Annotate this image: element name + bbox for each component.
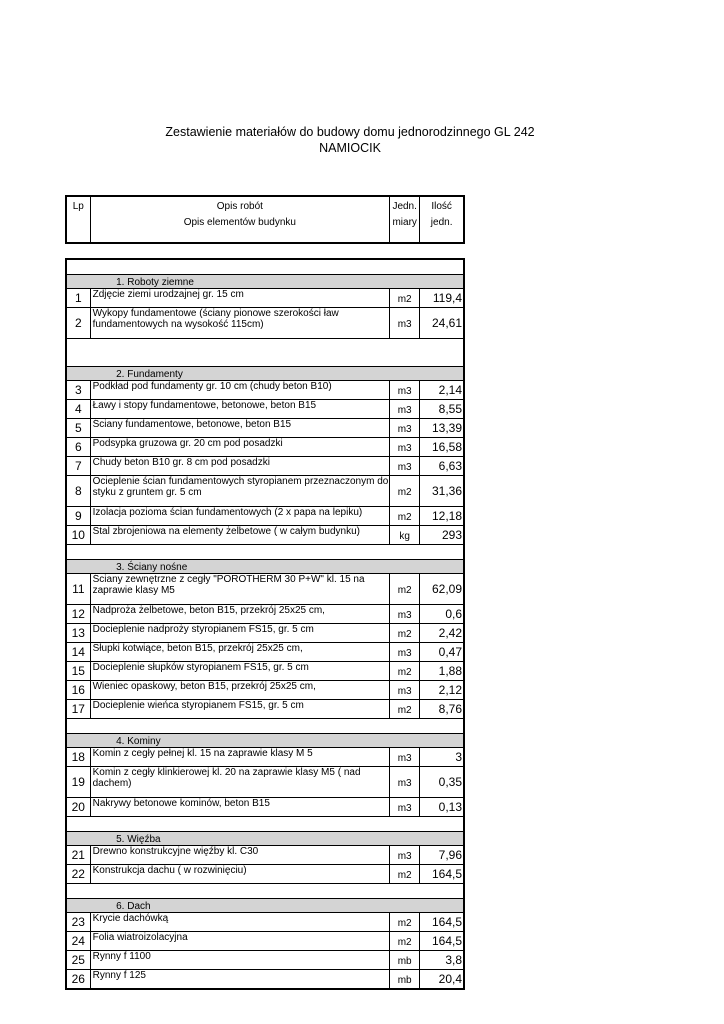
table-row [66,574,464,605]
header-opis-robot: Opis robót [90,196,390,217]
table-row [66,507,464,526]
table-row [66,913,464,932]
table-row [66,419,464,438]
spacer-row [66,259,464,275]
spacer-cell [90,545,464,560]
section-title: 5. Więźba [90,832,464,846]
table-row [66,951,464,970]
row-description: Drewno konstrukcyjne więźby kl. C30 [90,846,389,865]
row-description: Wieniec opaskowy, beton B15, przekrój 25x25 cm, [90,681,389,700]
row-description: Stal zbrojeniowa na elementy żelbetowe ( w całym budynku) [90,526,389,545]
row-unit: m3 [390,681,420,700]
header-jedn: Jedn. [390,196,420,217]
row-description: Podsypka gruzowa gr. 20 cm pod posadzki [90,438,389,457]
row-number: 16 [66,681,90,700]
row-quantity: 164,5 [420,932,464,951]
row-quantity: 6,63 [420,457,464,476]
row-number: 18 [66,748,90,767]
row-description: Folia wiatroizolacyjna [90,932,389,951]
table-row [66,865,464,884]
row-quantity: 164,5 [420,865,464,884]
row-number: 19 [66,767,90,798]
table-row [66,308,464,339]
row-unit: kg [390,526,420,545]
row-unit: m3 [390,748,420,767]
row-number: 20 [66,798,90,817]
row-description: Docieplenie wieńca styropianem FS15, gr. 5 cm [90,700,389,719]
row-description: Docieplenie słupków styropianem FS15, gr. 5 cm [90,662,389,681]
row-unit: m2 [390,476,420,507]
header-miary: miary [390,217,420,243]
row-description: Komin z cegły klinkierowej kl. 20 na zaprawie klasy M5 ( nad dachem) [90,767,389,798]
row-unit: m2 [390,913,420,932]
row-number: 10 [66,526,90,545]
spacer-cell [66,884,90,899]
row-number: 17 [66,700,90,719]
spacer-cell [90,817,464,832]
row-description: Podkład pod fundamenty gr. 10 cm (chudy beton B10) [90,381,389,400]
row-description: Nadproża żelbetowe, beton B15, przekrój 25x25 cm, [90,605,389,624]
row-unit: m3 [390,457,420,476]
table-row [66,846,464,865]
table-row [66,457,464,476]
header-jedn-2: jedn. [430,217,453,228]
row-number: 14 [66,643,90,662]
row-number: 11 [66,574,90,605]
row-number: 8 [66,476,90,507]
row-unit: mb [390,951,420,970]
row-quantity: 0,13 [420,798,464,817]
row-number: 2 [66,308,90,339]
row-number: 21 [66,846,90,865]
row-quantity: 13,39 [420,419,464,438]
spacer-row [66,339,464,367]
row-quantity: 7,96 [420,846,464,865]
row-description: Nakrywy betonowe kominów, beton B15 [90,798,389,817]
row-number: 23 [66,913,90,932]
row-number: 12 [66,605,90,624]
row-unit: m2 [390,865,420,884]
row-unit: m2 [390,700,420,719]
title-line-1: Zestawienie materiałów do budowy domu jednorodzinnego GL 242 [165,125,535,139]
section-title: 3. Ściany nośne [90,560,464,574]
section-header-row [66,367,464,381]
table-row [66,605,464,624]
spacer-cell [90,884,464,899]
row-quantity: 3 [420,748,464,767]
row-quantity: 0,6 [420,605,464,624]
section-header-row [66,734,464,748]
table-row [66,476,464,507]
spacer-cell [66,817,90,832]
spacer-cell [90,339,464,367]
row-unit: m3 [390,308,420,339]
spacer-row [66,884,464,899]
row-number: 25 [66,951,90,970]
row-unit: m2 [390,507,420,526]
row-unit: m3 [390,400,420,419]
row-unit: m2 [390,289,420,308]
row-description: Ściany zewnętrzne z cegły "POROTHERM 30 P+W" kl. 15 na zaprawie klasy M5 [90,574,389,605]
spacer-cell [90,719,464,734]
row-unit: m3 [390,381,420,400]
section-title: 1. Roboty ziemne [90,275,464,289]
row-quantity: 12,18 [420,507,464,526]
table-row [66,932,464,951]
row-quantity: 31,36 [420,476,464,507]
table-row [66,767,464,798]
table-row [66,970,464,990]
table-row [66,438,464,457]
row-description: Słupki kotwiące, beton B15, przekrój 25x25 cm, [90,643,389,662]
row-quantity: 8,55 [420,400,464,419]
row-quantity: 2,12 [420,681,464,700]
row-number: 22 [66,865,90,884]
spacer-row [66,719,464,734]
table-row [66,662,464,681]
row-quantity: 164,5 [420,913,464,932]
table-row [66,624,464,643]
row-quantity: 20,4 [420,970,464,990]
table-row [66,681,464,700]
row-description: Chudy beton B10 gr. 8 cm pod posadzki [90,457,389,476]
spacer-cell [66,545,90,560]
row-number: 4 [66,400,90,419]
row-description: Ściany fundamentowe, betonowe, beton B15 [90,419,389,438]
section-header-row [66,832,464,846]
row-number: 13 [66,624,90,643]
spacer-row [66,545,464,560]
spacer-cell [66,339,90,367]
row-unit: m2 [390,574,420,605]
section-lp-cell [66,275,90,289]
row-quantity: 2,42 [420,624,464,643]
header-ilosc: Ilość [431,201,452,212]
section-title: 6. Dach [90,899,464,913]
section-lp-cell [66,899,90,913]
row-unit: mb [390,970,420,990]
section-lp-cell [66,560,90,574]
section-lp-cell [66,367,90,381]
spacer-row [66,817,464,832]
row-quantity: 0,47 [420,643,464,662]
row-quantity: 293 [420,526,464,545]
table-row [66,748,464,767]
row-unit: m2 [390,662,420,681]
row-unit: m2 [390,932,420,951]
row-quantity: 16,58 [420,438,464,457]
spacer-cell [90,259,464,275]
row-description: Konstrukcja dachu ( w rozwinięciu) [90,865,389,884]
row-number: 3 [66,381,90,400]
section-title: 2. Fundamenty [90,367,464,381]
row-number: 6 [66,438,90,457]
section-header-row [66,275,464,289]
table-row [66,643,464,662]
spacer-cell [66,259,90,275]
row-unit: m3 [390,846,420,865]
table-row [66,400,464,419]
row-unit: m3 [390,798,420,817]
table-row [66,526,464,545]
row-quantity: 1,88 [420,662,464,681]
row-description: Wykopy fundamentowe (ściany pionowe szerokości ław fundamentowych na wysokość 115cm) [90,308,389,339]
row-unit: m2 [390,624,420,643]
row-number: 7 [66,457,90,476]
section-header-row [66,560,464,574]
row-description: Krycie dachówką [90,913,389,932]
title-line-2: NAMIOCIK [319,141,381,155]
row-quantity: 24,61 [420,308,464,339]
row-quantity: 2,14 [420,381,464,400]
section-header-row [66,899,464,913]
row-description: Rynny f 1100 [90,951,389,970]
row-quantity: 62,09 [420,574,464,605]
row-quantity: 8,76 [420,700,464,719]
row-description: Komin z cegły pełnej kl. 15 na zaprawie klasy M 5 [90,748,389,767]
spacer-cell [66,719,90,734]
row-unit: m3 [390,767,420,798]
row-number: 1 [66,289,90,308]
materials-table [65,258,465,990]
row-quantity: 0,35 [420,767,464,798]
row-number: 24 [66,932,90,951]
section-title: 4. Kominy [90,734,464,748]
row-description: Ławy i stopy fundamentowe, betonowe, beton B15 [90,400,389,419]
table-row [66,289,464,308]
header-opis-elementow: Opis elementów budynku [90,217,390,243]
table-row [66,700,464,719]
section-lp-cell [66,734,90,748]
row-unit: m3 [390,419,420,438]
row-description: Izolacja pozioma ścian fundamentowych (2 x papa na lepiku) [90,507,389,526]
table-row [66,798,464,817]
section-lp-cell [66,832,90,846]
header-lp: Lp [66,196,90,243]
header-table [65,195,465,244]
row-quantity: 3,8 [420,951,464,970]
document-title [60,124,640,156]
row-description: Zdjęcie ziemi urodzajnej gr. 15 cm [90,289,389,308]
table-row [66,381,464,400]
row-unit: m3 [390,643,420,662]
row-unit: m3 [390,605,420,624]
row-description: Docieplenie nadproży styropianem FS15, gr. 5 cm [90,624,389,643]
row-description: Ocieplenie ścian fundamentowych styropianem przeznaczonym do styku z gruntem gr. 5 cm [90,476,389,507]
row-number: 15 [66,662,90,681]
row-number: 5 [66,419,90,438]
row-number: 26 [66,970,90,990]
row-quantity: 119,4 [420,289,464,308]
row-unit: m3 [390,438,420,457]
row-description: Rynny f 125 [90,970,389,990]
row-number: 9 [66,507,90,526]
